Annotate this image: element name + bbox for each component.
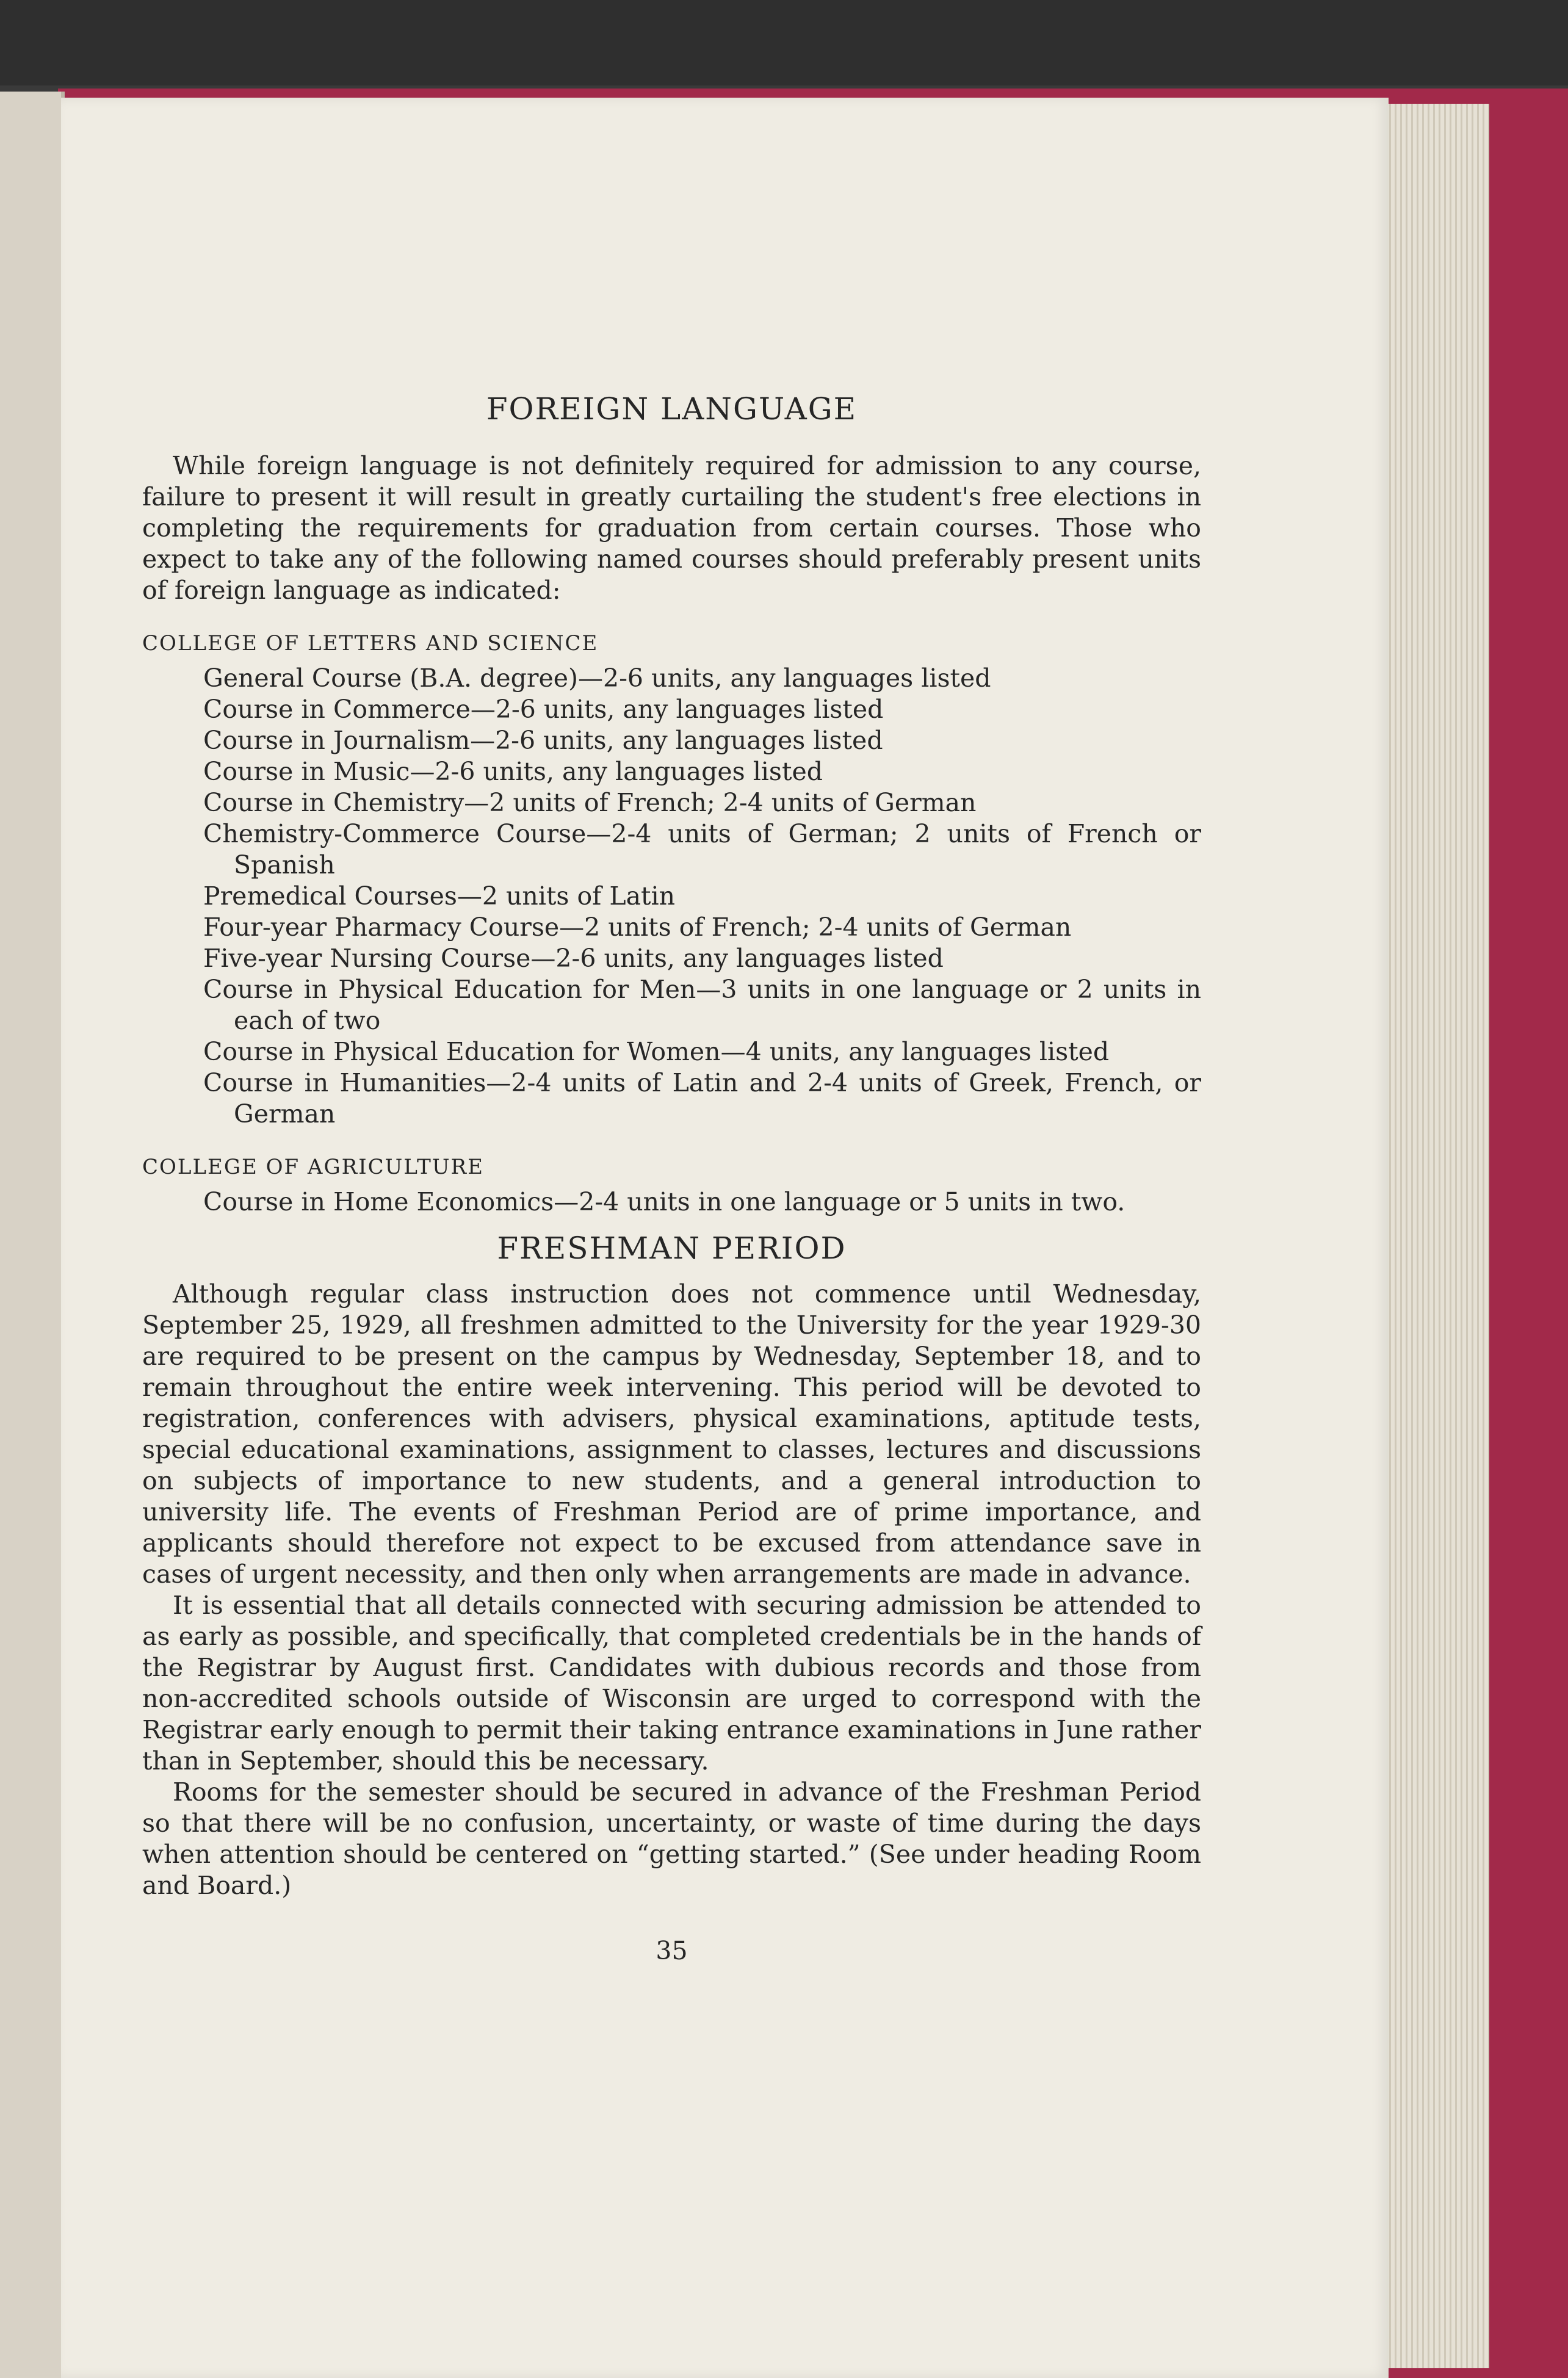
college-heading-letters-science: COLLEGE OF LETTERS AND SCIENCE	[142, 631, 599, 656]
college-heading-agriculture: COLLEGE OF AGRICULTURE	[142, 1155, 484, 1179]
section-heading-foreign-language: FOREIGN LANGUAGE	[486, 391, 858, 427]
previous-page-edge	[0, 92, 65, 2378]
page-number: 35	[656, 1936, 688, 1965]
course-item: Five-year Nursing Course—2-6 units, any languages listed	[203, 944, 944, 973]
course-item: Course in Chemistry—2 units of French; 2-4 units of German	[203, 788, 977, 817]
paragraph-freshman-3: Rooms for the semester should be secured in advance of the Freshman Period so that there will be no confusion, uncertainty, or waste of time during the days when attention should be centered on “getting started.” (See under heading Room and Board.)	[142, 1777, 1201, 1900]
course-item: Course in Physical Education for Women—4 units, any languages listed	[203, 1037, 1110, 1066]
background	[0, 0, 1568, 85]
course-item: Chemistry-Commerce Course—2-4 units of German; 2 units of French or Spanish	[203, 819, 1201, 880]
paragraph-foreign-language: While foreign language is not definitely required for admission to any course, failure to present it will result in greatly curtailing the student's free elections in completing the requirements for graduation from certain courses. Those who expect to take any of the following named courses should preferably present units of foreign language as indicated:	[142, 451, 1201, 605]
course-item: Course in Humanities—2-4 units of Latin and 2-4 units of Greek, French, or German	[203, 1068, 1201, 1129]
course-item: General Course (B.A. degree)—2-6 units, any languages listed	[203, 663, 991, 693]
course-item: Premedical Courses—2 units of Latin	[203, 881, 676, 911]
page-stack-edge	[1386, 104, 1489, 2368]
course-item: Course in Music—2-6 units, any languages listed	[203, 757, 823, 786]
course-item: Course in Home Economics—2-4 units in one language or 5 units in two.	[203, 1187, 1125, 1216]
paragraph-freshman-1: Although regular class instruction does not commence until Wednesday, September 25, 1929, all freshmen admitted to the University for the year 1929-30 are required to be present on the campus by Wednesday, September 18, and to remain throughout the entire week intervening. This period will be devoted to registration, conferences with advisers, physical examinations, aptitude tests, special educational examinations, assignment to classes, lectures and discussions on subjects of importance to new students, and a general introduction to university life. The events of Freshman Period are of prime importance, and applicants should therefore not expect to be excused from attendance save in cases of urgent necessity, and then only when arrangements are made in advance.	[142, 1279, 1201, 1589]
course-item: Course in Physical Education for Men—3 units in one language or 2 units in each of two	[203, 975, 1201, 1035]
course-item: Four-year Pharmacy Course—2 units of French; 2-4 units of German	[203, 913, 1072, 942]
page-content	[142, 391, 1201, 1967]
section-heading-freshman-period: FRESHMAN PERIOD	[497, 1231, 847, 1266]
book-page	[61, 98, 1389, 2378]
paragraph-freshman-2: It is essential that all details connected with securing admission be attended to as early as possible, and specifically, that completed credentials be in the hands of the Registrar by August first. Candidates with dubious records and those from non-accredited schools outside of Wisconsin are urged to correspond with the Registrar early enough to permit their taking entrance examinations in June rather than in September, should this be necessary.	[142, 1591, 1201, 1776]
course-list-letters-science	[142, 663, 1201, 1130]
course-list-agriculture	[142, 1187, 1201, 1218]
course-item: Course in Journalism—2-6 units, any languages listed	[203, 726, 883, 755]
course-item: Course in Commerce—2-6 units, any languages listed	[203, 695, 884, 724]
